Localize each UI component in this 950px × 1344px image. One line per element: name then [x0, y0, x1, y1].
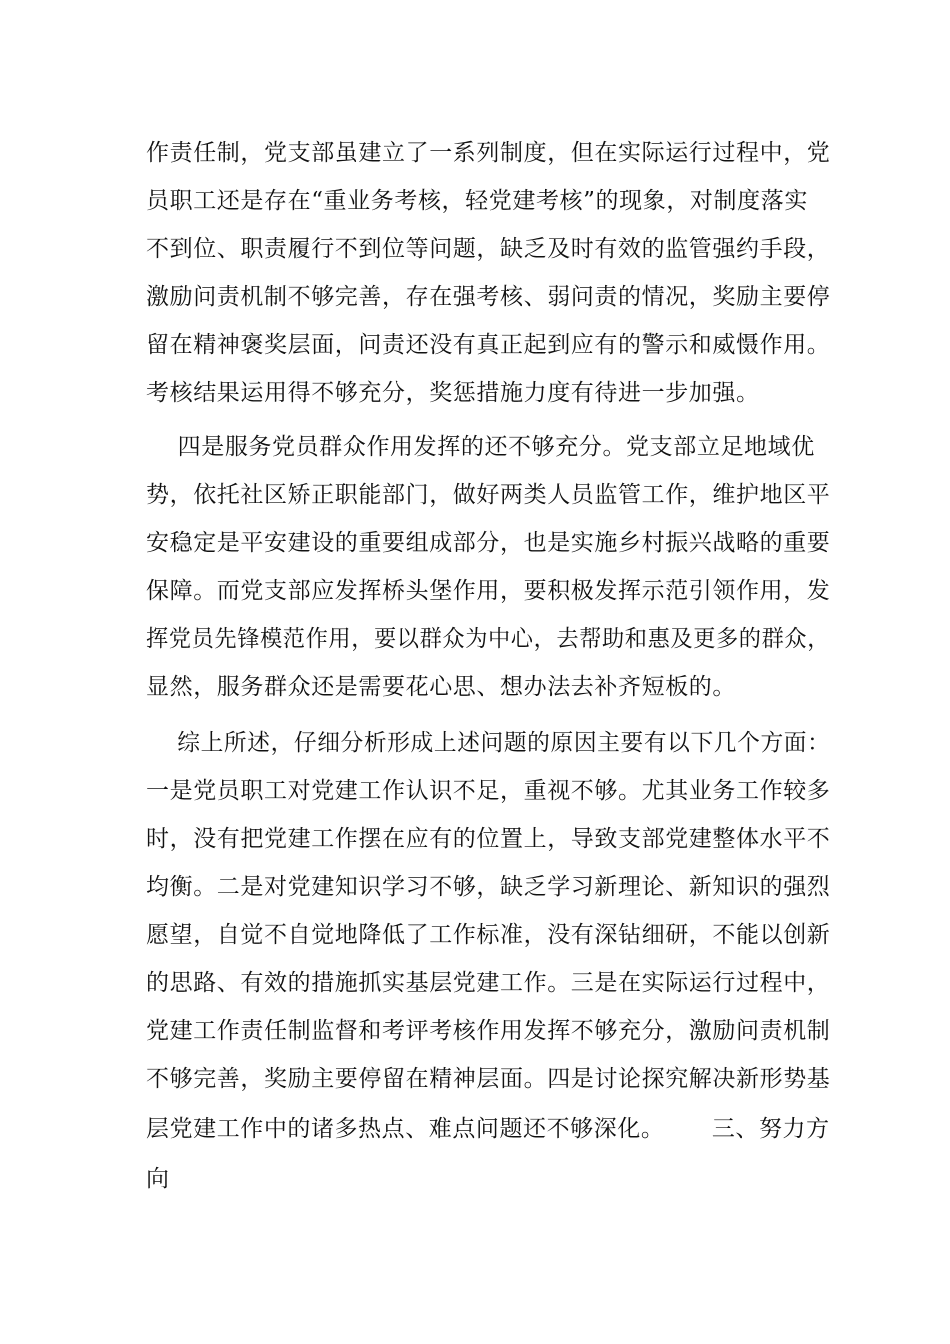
- text-line-6: 考核结果运用得不够充分，奖惩措施力度有待进一步加强。: [146, 380, 760, 406]
- text-line-15: 时，没有把党建工作摆在应有的位置上，导致支部党建整体水平不: [146, 826, 831, 852]
- text-line-13: 综上所述，仔细分析形成上述问题的原因主要有以下几个方面：: [146, 730, 831, 756]
- text-line-8: 势，依托社区矫正职能部门，做好两类人员监管工作，维护地区平: [146, 482, 831, 508]
- text-line-21: 层党建工作中的诸多热点、难点问题还不够深化。 三、努力方: [146, 1116, 830, 1142]
- text-line-18: 的思路、有效的措施抓实基层党建工作。三是在实际运行过程中，: [146, 970, 831, 996]
- text-line-3: 不到位、职责履行不到位等问题，缺乏及时有效的监管强约手段，: [146, 236, 831, 262]
- text-line-2: 员职工还是存在“重业务考核，轻党建考核”的现象，对制度落实: [146, 188, 808, 214]
- text-line-7: 四是服务党员群众作用发挥的还不够充分。党支部立足地域优: [146, 434, 815, 460]
- text-line-5: 留在精神褒奖层面，问责还没有真正起到应有的警示和威慑作用。: [146, 332, 831, 358]
- text-line-10: 保障。而党支部应发挥桥头堡作用，要积极发挥示范引领作用，发: [146, 578, 831, 604]
- text-line-12: 显然，服务群众还是需要花心思、想办法去补齐短板的。: [146, 674, 736, 700]
- text-line-17: 愿望，自觉不自觉地降低了工作标准，没有深钻细研，不能以创新: [146, 922, 831, 948]
- text-line-11: 挥党员先锋模范作用，要以群众为中心，去帮助和惠及更多的群众，: [146, 626, 830, 652]
- text-line-19: 党建工作责任制监督和考评考核作用发挥不够充分，激励问责机制: [146, 1018, 831, 1044]
- text-line-14: 一是党员职工对党建工作认识不足，重视不够。尤其业务工作较多: [146, 778, 831, 804]
- text-line-20: 不够完善，奖励主要停留在精神层面。四是讨论探究解决新形势基: [146, 1066, 831, 1092]
- text-line-16: 均衡。二是对党建知识学习不够，缺乏学习新理论、新知识的强烈: [146, 874, 831, 900]
- text-line-4: 激励问责机制不够完善，存在强考核、弱问责的情况，奖励主要停: [146, 284, 831, 310]
- text-line-1: 作责任制，党支部虽建立了一系列制度，但在实际运行过程中，党: [146, 140, 831, 166]
- text-line-22: 向: [146, 1166, 170, 1192]
- text-line-9: 安稳定是平安建设的重要组成部分，也是实施乡村振兴战略的重要: [146, 530, 831, 556]
